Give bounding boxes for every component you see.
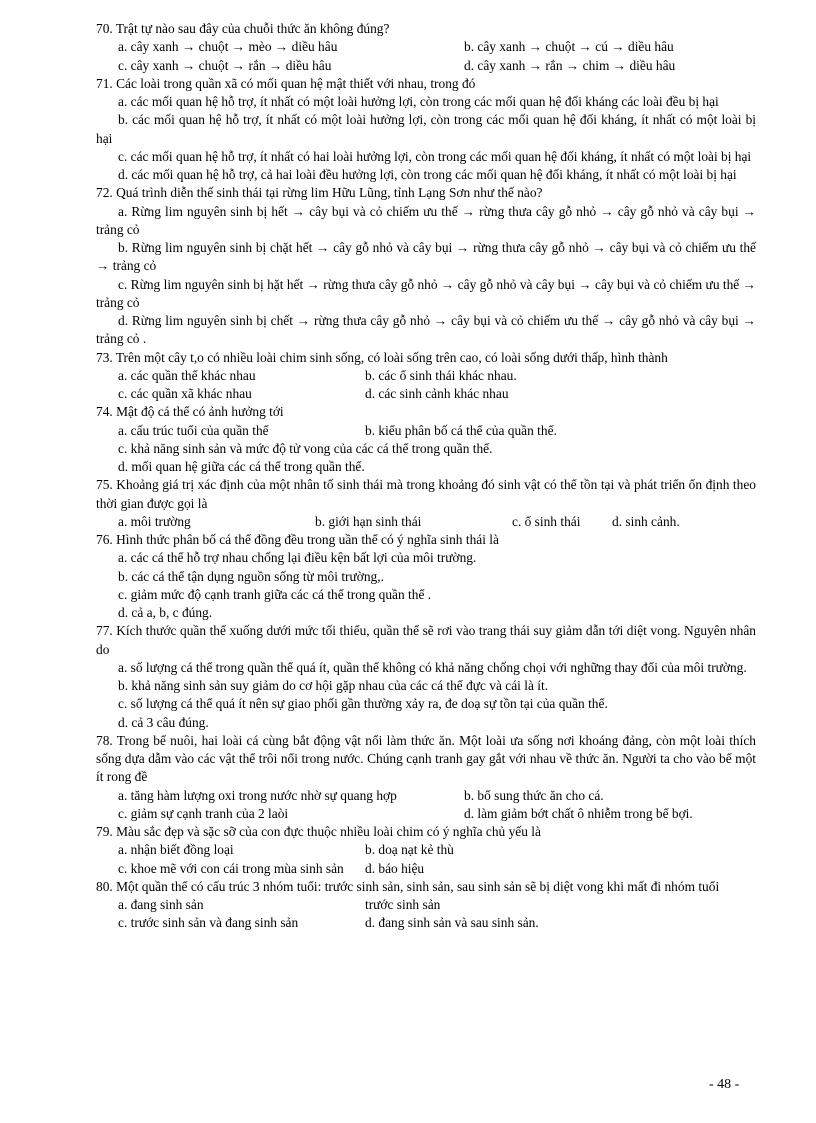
question: [96, 75, 756, 185]
answer-option: a. các cá thể hỗ trợ nhau chống lại điều kện bất lợi của môi trường.: [118, 550, 477, 566]
answer-option: a. đang sinh sản: [118, 897, 204, 912]
question: [96, 20, 756, 75]
answer-option: d. các mối quan hệ hỗ trợ, cả hai loài đều hưởng lợi, còn trong các mối quan hệ đối kháng, ít nhất có một loài bị hại: [118, 167, 737, 182]
answer-option: a. nhận biết đồng loại: [118, 842, 234, 858]
answer-option: c. các mối quan hệ hỗ trợ, ít nhất có hai loài hưởng lợi, còn trong các mối quan hệ đối kháng, ít nhất có một loài bị hại: [118, 148, 752, 164]
answer-option: b. doạ nạt kẻ thù: [365, 842, 454, 858]
option-row: [96, 57, 756, 75]
answer-option: d. làm giảm bớt chất ô nhiễm trong bể bợi.: [464, 805, 693, 821]
page-number: - 48 -: [709, 1077, 740, 1092]
answer-option: b. kiểu phân bố cá thể của quần thể.: [365, 422, 557, 438]
question: [96, 184, 756, 348]
answer-option: b. cây xanh → chuột → cú → diều hâu: [464, 39, 674, 55]
answer-option: d. Rừng lim nguyên sinh bị chết → rừng thưa cây gỗ nhỏ → cây bụi và cỏ chiếm ưu thế → cây gỗ nhỏ và cây bụi → trảng cỏ .: [96, 313, 756, 347]
option-row: [96, 860, 756, 878]
answer-option: a. cấu trúc tuổi của quần thể: [118, 422, 269, 438]
answer-option: a. số lượng cá thể trong quần thể quá ít, quần thể không có khả năng chống chọi với nghững thay đổi của môi trường.: [118, 659, 747, 675]
answer-option: d. cây xanh → rắn → chim → diều hâu: [464, 57, 676, 73]
answer-option: a. Rừng lim nguyên sinh bị hết → cây bụi và cỏ chiếm ưu thế → rừng thưa cây gỗ nhỏ → cây gỗ nhỏ và cây bụi → trảng cỏ: [96, 203, 756, 237]
question-title: 70. Trật tự nào sau đây của chuỗi thức ăn không đúng?: [96, 21, 390, 36]
answer-option: c. giảm sự cạnh tranh của 2 laòi: [118, 805, 289, 821]
answer-option: a. tăng hàm lượng oxi trong nước nhờ sự quang hợp: [118, 787, 397, 803]
answer-option: trước sinh sản: [365, 897, 441, 912]
question-title: 77. Kích thước quần thể xuống dưới mức tối thiểu, quần thể sẽ rơi vào trang thái suy giảm dẫn tới diệt vong. Nguyên nhân do: [96, 623, 756, 657]
option-row: [96, 914, 756, 932]
option-row: [96, 38, 756, 56]
option-row: [96, 805, 756, 823]
answer-option: b. bổ sung thức ăn cho cá.: [464, 787, 604, 803]
question-list: [96, 20, 756, 933]
option-row: [96, 422, 756, 440]
answer-option: b. các cá thể tận dụng nguồn sống từ môi trường,.: [118, 568, 384, 584]
option-row: [96, 896, 756, 914]
option-row: [96, 385, 756, 403]
question: [96, 878, 756, 933]
answer-option: d. cả a, b, c đúng.: [118, 605, 213, 620]
answer-option: b. khả năng sinh sản suy giảm do cơ hội gặp nhau của các cá thể đực và cái là ít.: [118, 678, 549, 693]
answer-option: c. khả năng sinh sản và mức độ tử vong của các cá thể trong quần thể.: [118, 440, 493, 456]
answer-option: d. mối quan hệ giữa các cá thể trong quần thể.: [118, 459, 365, 474]
question-title: 76. Hình thức phân bố cá thể đồng đều trong uần thể có ý nghĩa sinh thái là: [96, 532, 499, 547]
answer-option: d. các sinh cảnh khác nhau: [365, 386, 509, 401]
question-title: 79. Màu sắc đẹp và sặc sỡ của con đực thuộc nhiều loài chim có ý nghĩa chủ yếu là: [96, 824, 541, 839]
answer-option: b. Rừng lim nguyên sinh bị chặt hết → cây gỗ nhỏ và cây bụi → rừng thưa cây gỗ nhỏ → cây bụi và cỏ chiếm ưu thế → trảng cỏ: [96, 240, 756, 274]
answer-option: c. các quần xã khác nhau: [118, 386, 252, 401]
answer-option: c. ổ sinh thái: [512, 513, 581, 529]
question-title: 78. Trong bể nuôi, hai loài cá cùng bắt động vật nổi làm thức ăn. Một loài ưa sống nơi khoáng đảng, còn một loài thích sống dựa dẫm vào các vật thể trôi nổi trong nước. Chúng cạnh tranh gay gắt với nhau về thức ăn. Người ta cho vào bể một ít rong đề: [96, 732, 756, 785]
option-row: [96, 841, 756, 859]
answer-option: c. Rừng lim nguyên sinh bị hặt hết → rừng thưa cây gỗ nhỏ → cây gỗ nhỏ và cây bụi → cây bụi và cỏ chiếm ưu thế → trảng cỏ: [96, 276, 756, 310]
answer-option: a. môi trường: [118, 513, 191, 529]
answer-option: b. các ổ sinh thái khác nhau.: [365, 367, 517, 383]
question-title: 73. Trên một cây t,o có nhiều loài chim sinh sống, có loài sống trên cao, có loài sống dưới thấp, hình thành: [96, 349, 668, 365]
answer-option: d. sinh cảnh.: [612, 513, 680, 529]
question: [96, 531, 756, 622]
answer-option: d. đang sinh sản và sau sinh sản.: [365, 915, 539, 931]
question: [96, 622, 756, 732]
answer-option: d. cả 3 câu đúng.: [118, 714, 209, 730]
question: [96, 823, 756, 878]
question: [96, 732, 756, 823]
answer-option: c. số lượng cá thể quá ít nên sự giao phối gần thường xảy ra, đe doạ sự tồn tại của quần thể.: [118, 696, 608, 712]
question-title: 80. Một quần thể có cấu trúc 3 nhóm tuổi: trước sinh sản, sinh sản, sau sinh sản sẽ bị diệt vong khi mất đi nhóm tuổi: [96, 878, 720, 894]
option-row: [96, 513, 756, 531]
answer-option: b. giới hạn sinh thái: [315, 513, 422, 529]
answer-option: d. báo hiệu: [365, 860, 425, 876]
answer-option: c. giảm mức độ cạnh tranh giữa các cá thể trong quần thể .: [118, 586, 432, 602]
option-row: [96, 787, 756, 805]
question: [96, 476, 756, 531]
question-title: 75. Khoảng giá trị xác định của một nhân tố sinh thái mà trong khoảng đó sinh vật có thể tồn tại và phát triển ổn định theo thời gian được gọi là: [96, 477, 756, 511]
question-title: 72. Quá trình diễn thế sinh thái tại rừng lim Hữu Lũng, tỉnh Lạng Sơn như thế nào?: [96, 185, 543, 201]
question: [96, 349, 756, 404]
answer-option: c. khoe mẽ với con cái trong mùa sinh sản: [118, 860, 344, 876]
answer-option: c. trước sinh sản và đang sinh sản: [118, 915, 299, 931]
answer-option: a. các mối quan hệ hỗ trợ, ít nhất có một loài hưởng lợi, còn trong các mối quan hệ đối kháng các loài đều bị hại: [118, 94, 719, 109]
answer-option: a. các quần thể khác nhau: [118, 367, 256, 383]
answer-option: c. cây xanh → chuột → rắn → diều hâu: [118, 57, 332, 73]
question-title: 74. Mật độ cá thể có ảnh hưởng tới: [96, 404, 284, 420]
question: [96, 403, 756, 476]
question-title: 71. Các loài trong quần xã có mối quan hệ mật thiết với nhau, trong đó: [96, 75, 476, 91]
answer-option: b. các mối quan hệ hỗ trợ, ít nhất có một loài hưởng lợi, còn trong các mối quan hệ đối kháng, ít nhất có một loài bị hại: [96, 112, 756, 146]
answer-option: a. cây xanh → chuột → mèo → diều hâu: [118, 39, 338, 55]
option-row: [96, 367, 756, 385]
